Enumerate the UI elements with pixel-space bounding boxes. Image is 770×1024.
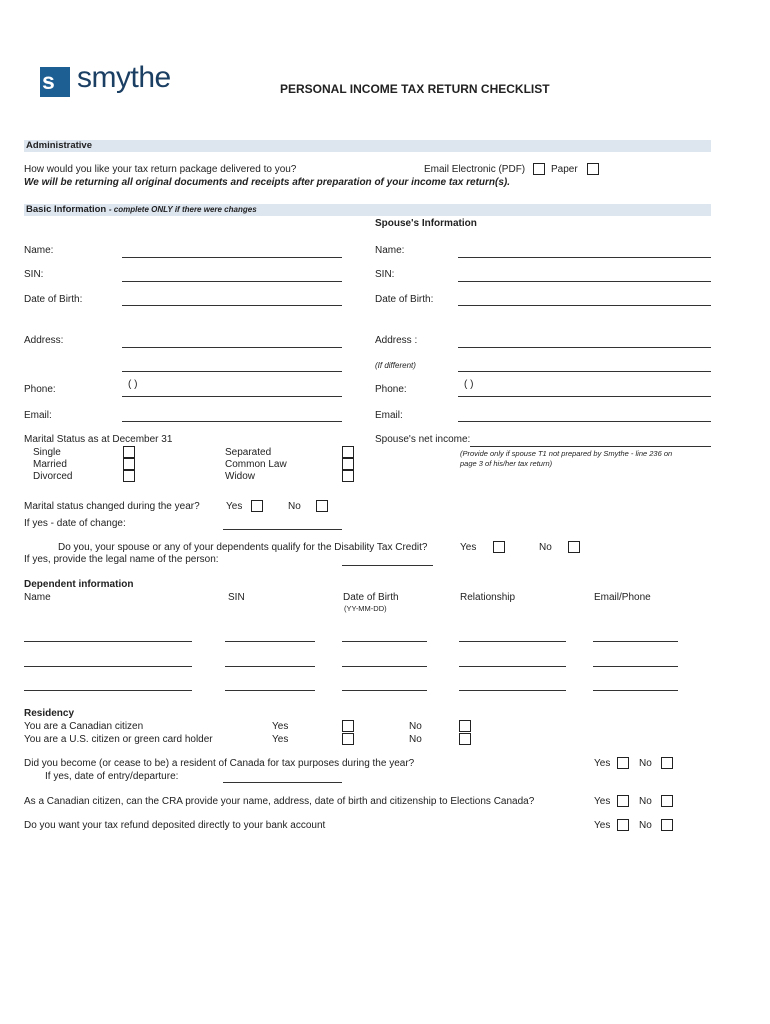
us-citizen-label: You are a U.S. citizen or green card holder bbox=[24, 734, 213, 745]
resident-yes-checkbox[interactable] bbox=[617, 757, 629, 769]
dependent-col-dob-format: (YY-MM-DD) bbox=[344, 604, 387, 613]
dependent-1-name[interactable] bbox=[24, 641, 192, 642]
single-checkbox[interactable] bbox=[123, 446, 135, 458]
sin-field[interactable] bbox=[122, 281, 342, 282]
dependent-3-email[interactable] bbox=[593, 690, 678, 691]
sin-label: SIN: bbox=[24, 269, 44, 280]
dependent-2-relationship[interactable] bbox=[459, 666, 566, 667]
entry-date-field[interactable] bbox=[223, 782, 342, 783]
separated-label: Separated bbox=[225, 447, 272, 458]
spouse-phone-field[interactable] bbox=[458, 396, 711, 397]
spouse-sin-label: SIN: bbox=[375, 269, 395, 280]
marital-changed-question: Marital status changed during the year? bbox=[24, 501, 200, 512]
email-field[interactable] bbox=[122, 421, 342, 422]
basic-info-band bbox=[24, 204, 711, 216]
dependent-1-dob[interactable] bbox=[342, 641, 427, 642]
address-field-1[interactable] bbox=[122, 347, 342, 348]
dependent-heading: Dependent information bbox=[24, 579, 134, 590]
smythe-logo-text: smythe bbox=[77, 61, 171, 94]
address-label: Address: bbox=[24, 335, 64, 346]
resident-no-checkbox[interactable] bbox=[661, 757, 673, 769]
widow-label: Widow bbox=[225, 471, 256, 482]
if-different-note: (If different) bbox=[375, 361, 416, 370]
refund-yes-label: Yes bbox=[594, 820, 611, 831]
spouse-email-label: Email: bbox=[375, 410, 403, 421]
spouse-name-label: Name: bbox=[375, 245, 405, 256]
common-law-checkbox[interactable] bbox=[342, 458, 354, 470]
administrative-heading: Administrative bbox=[26, 140, 92, 151]
spouse-email-field[interactable] bbox=[458, 421, 711, 422]
disability-yes-checkbox[interactable] bbox=[493, 541, 505, 553]
provide-note-line2: page 3 of his/her tax return) bbox=[460, 459, 553, 468]
dependent-col-dob: Date of Birth bbox=[343, 592, 399, 603]
dependent-2-email[interactable] bbox=[593, 666, 678, 667]
dependent-col-sin: SIN bbox=[228, 592, 245, 603]
refund-question: Do you want your tax refund deposited directly to your bank account bbox=[24, 820, 326, 831]
separated-checkbox[interactable] bbox=[342, 446, 354, 458]
spouse-name-field[interactable] bbox=[458, 257, 711, 258]
spouse-address-label: Address : bbox=[375, 335, 418, 346]
provide-note-line1: (Provide only if spouse T1 not prepared by Smythe - line 236 on bbox=[460, 449, 673, 458]
resident-question: Did you become (or cease to be) a resident of Canada for tax purposes during the year? bbox=[24, 758, 415, 769]
name-field[interactable] bbox=[122, 257, 342, 258]
phone-area-code: ( ) bbox=[128, 379, 138, 390]
address-field-2[interactable] bbox=[122, 371, 342, 372]
dependent-1-sin[interactable] bbox=[225, 641, 315, 642]
date-of-change-field[interactable] bbox=[223, 529, 342, 530]
refund-no-label: No bbox=[639, 820, 652, 831]
us-no-checkbox[interactable] bbox=[459, 733, 471, 745]
dependent-col-name: Name bbox=[24, 592, 51, 603]
divorced-checkbox[interactable] bbox=[123, 470, 135, 482]
dob-label: Date of Birth: bbox=[24, 294, 83, 305]
paper-checkbox[interactable] bbox=[587, 163, 599, 175]
email-option-label: Email Electronic (PDF) bbox=[424, 164, 526, 175]
basic-info-note: - complete ONLY if there were changes bbox=[108, 205, 257, 214]
email-label: Email: bbox=[24, 410, 52, 421]
marital-changed-yes-label: Yes bbox=[226, 501, 243, 512]
email-checkbox[interactable] bbox=[533, 163, 545, 175]
spouse-dob-label: Date of Birth: bbox=[375, 294, 434, 305]
spouse-phone-area-code: ( ) bbox=[464, 379, 474, 390]
us-yes-checkbox[interactable] bbox=[342, 733, 354, 745]
cra-yes-checkbox[interactable] bbox=[617, 795, 629, 807]
single-label: Single bbox=[33, 447, 61, 458]
basic-info-heading: Basic Information - complete ONLY if there were changes bbox=[26, 204, 257, 215]
us-yes-label: Yes bbox=[272, 734, 289, 745]
marital-status-label: Marital Status as at December 31 bbox=[24, 434, 173, 445]
entry-date-label: If yes, date of entry/departure: bbox=[45, 771, 179, 782]
dependent-col-email: Email/Phone bbox=[594, 592, 651, 603]
dependent-3-sin[interactable] bbox=[225, 690, 315, 691]
disability-person-field[interactable] bbox=[342, 565, 433, 566]
disability-no-checkbox[interactable] bbox=[568, 541, 580, 553]
spouse-phone-label: Phone: bbox=[375, 384, 407, 395]
refund-yes-checkbox[interactable] bbox=[617, 819, 629, 831]
originals-note: We will be returning all original documents and receipts after preparation of your income tax return(s). bbox=[24, 177, 511, 188]
disability-yes-label: Yes bbox=[460, 542, 477, 553]
canadian-yes-label: Yes bbox=[272, 721, 289, 732]
resident-no-label: No bbox=[639, 758, 652, 769]
date-of-change-label: If yes - date of change: bbox=[24, 518, 126, 529]
widow-checkbox[interactable] bbox=[342, 470, 354, 482]
dependent-3-relationship[interactable] bbox=[459, 690, 566, 691]
spouse-net-income-field[interactable] bbox=[470, 446, 711, 447]
dependent-col-relationship: Relationship bbox=[460, 592, 516, 603]
canadian-yes-checkbox[interactable] bbox=[342, 720, 354, 732]
name-label: Name: bbox=[24, 245, 54, 256]
cra-no-checkbox[interactable] bbox=[661, 795, 673, 807]
cra-no-label: No bbox=[639, 796, 652, 807]
dependent-1-relationship[interactable] bbox=[459, 641, 566, 642]
spouse-address-field-1[interactable] bbox=[458, 347, 711, 348]
us-no-label: No bbox=[409, 734, 422, 745]
disability-person-label: If yes, provide the legal name of the person: bbox=[24, 554, 219, 565]
spouse-sin-field[interactable] bbox=[458, 281, 711, 282]
married-checkbox[interactable] bbox=[123, 458, 135, 470]
married-label: Married bbox=[33, 459, 67, 470]
marital-changed-yes-checkbox[interactable] bbox=[251, 500, 263, 512]
spouse-info-heading: Spouse's Information bbox=[375, 218, 477, 229]
common-law-label: Common Law bbox=[225, 459, 287, 470]
administrative-band bbox=[24, 140, 711, 152]
page-title: PERSONAL INCOME TAX RETURN CHECKLIST bbox=[280, 82, 550, 96]
spouse-dob-field[interactable] bbox=[458, 305, 711, 306]
paper-option-label: Paper bbox=[551, 164, 578, 175]
canadian-no-checkbox[interactable] bbox=[459, 720, 471, 732]
dependent-2-sin[interactable] bbox=[225, 666, 315, 667]
phone-label: Phone: bbox=[24, 384, 56, 395]
cra-yes-label: Yes bbox=[594, 796, 611, 807]
refund-no-checkbox[interactable] bbox=[661, 819, 673, 831]
marital-changed-no-checkbox[interactable] bbox=[316, 500, 328, 512]
delivery-question: How would you like your tax return package delivered to you? bbox=[24, 164, 297, 175]
disability-no-label: No bbox=[539, 542, 552, 553]
canadian-citizen-label: You are a Canadian citizen bbox=[24, 721, 144, 732]
dependent-2-dob[interactable] bbox=[342, 666, 427, 667]
spouse-net-income-label: Spouse's net income: bbox=[375, 434, 471, 445]
canadian-no-label: No bbox=[409, 721, 422, 732]
resident-yes-label: Yes bbox=[594, 758, 611, 769]
disability-question: Do you, your spouse or any of your dependents qualify for the Disability Tax Credit? bbox=[58, 542, 428, 553]
phone-field[interactable] bbox=[122, 396, 342, 397]
marital-changed-no-label: No bbox=[288, 501, 301, 512]
divorced-label: Divorced bbox=[33, 471, 73, 482]
spouse-address-field-2[interactable] bbox=[458, 371, 711, 372]
dependent-2-name[interactable] bbox=[24, 666, 192, 667]
dependent-3-dob[interactable] bbox=[342, 690, 427, 691]
dependent-3-name[interactable] bbox=[24, 690, 192, 691]
dob-field[interactable] bbox=[122, 305, 342, 306]
residency-heading: Residency bbox=[24, 708, 75, 719]
smythe-logo-mark: s bbox=[40, 67, 70, 97]
cra-question: As a Canadian citizen, can the CRA provide your name, address, date of birth and citizenship to Elections Canada? bbox=[24, 796, 535, 807]
dependent-1-email[interactable] bbox=[593, 641, 678, 642]
